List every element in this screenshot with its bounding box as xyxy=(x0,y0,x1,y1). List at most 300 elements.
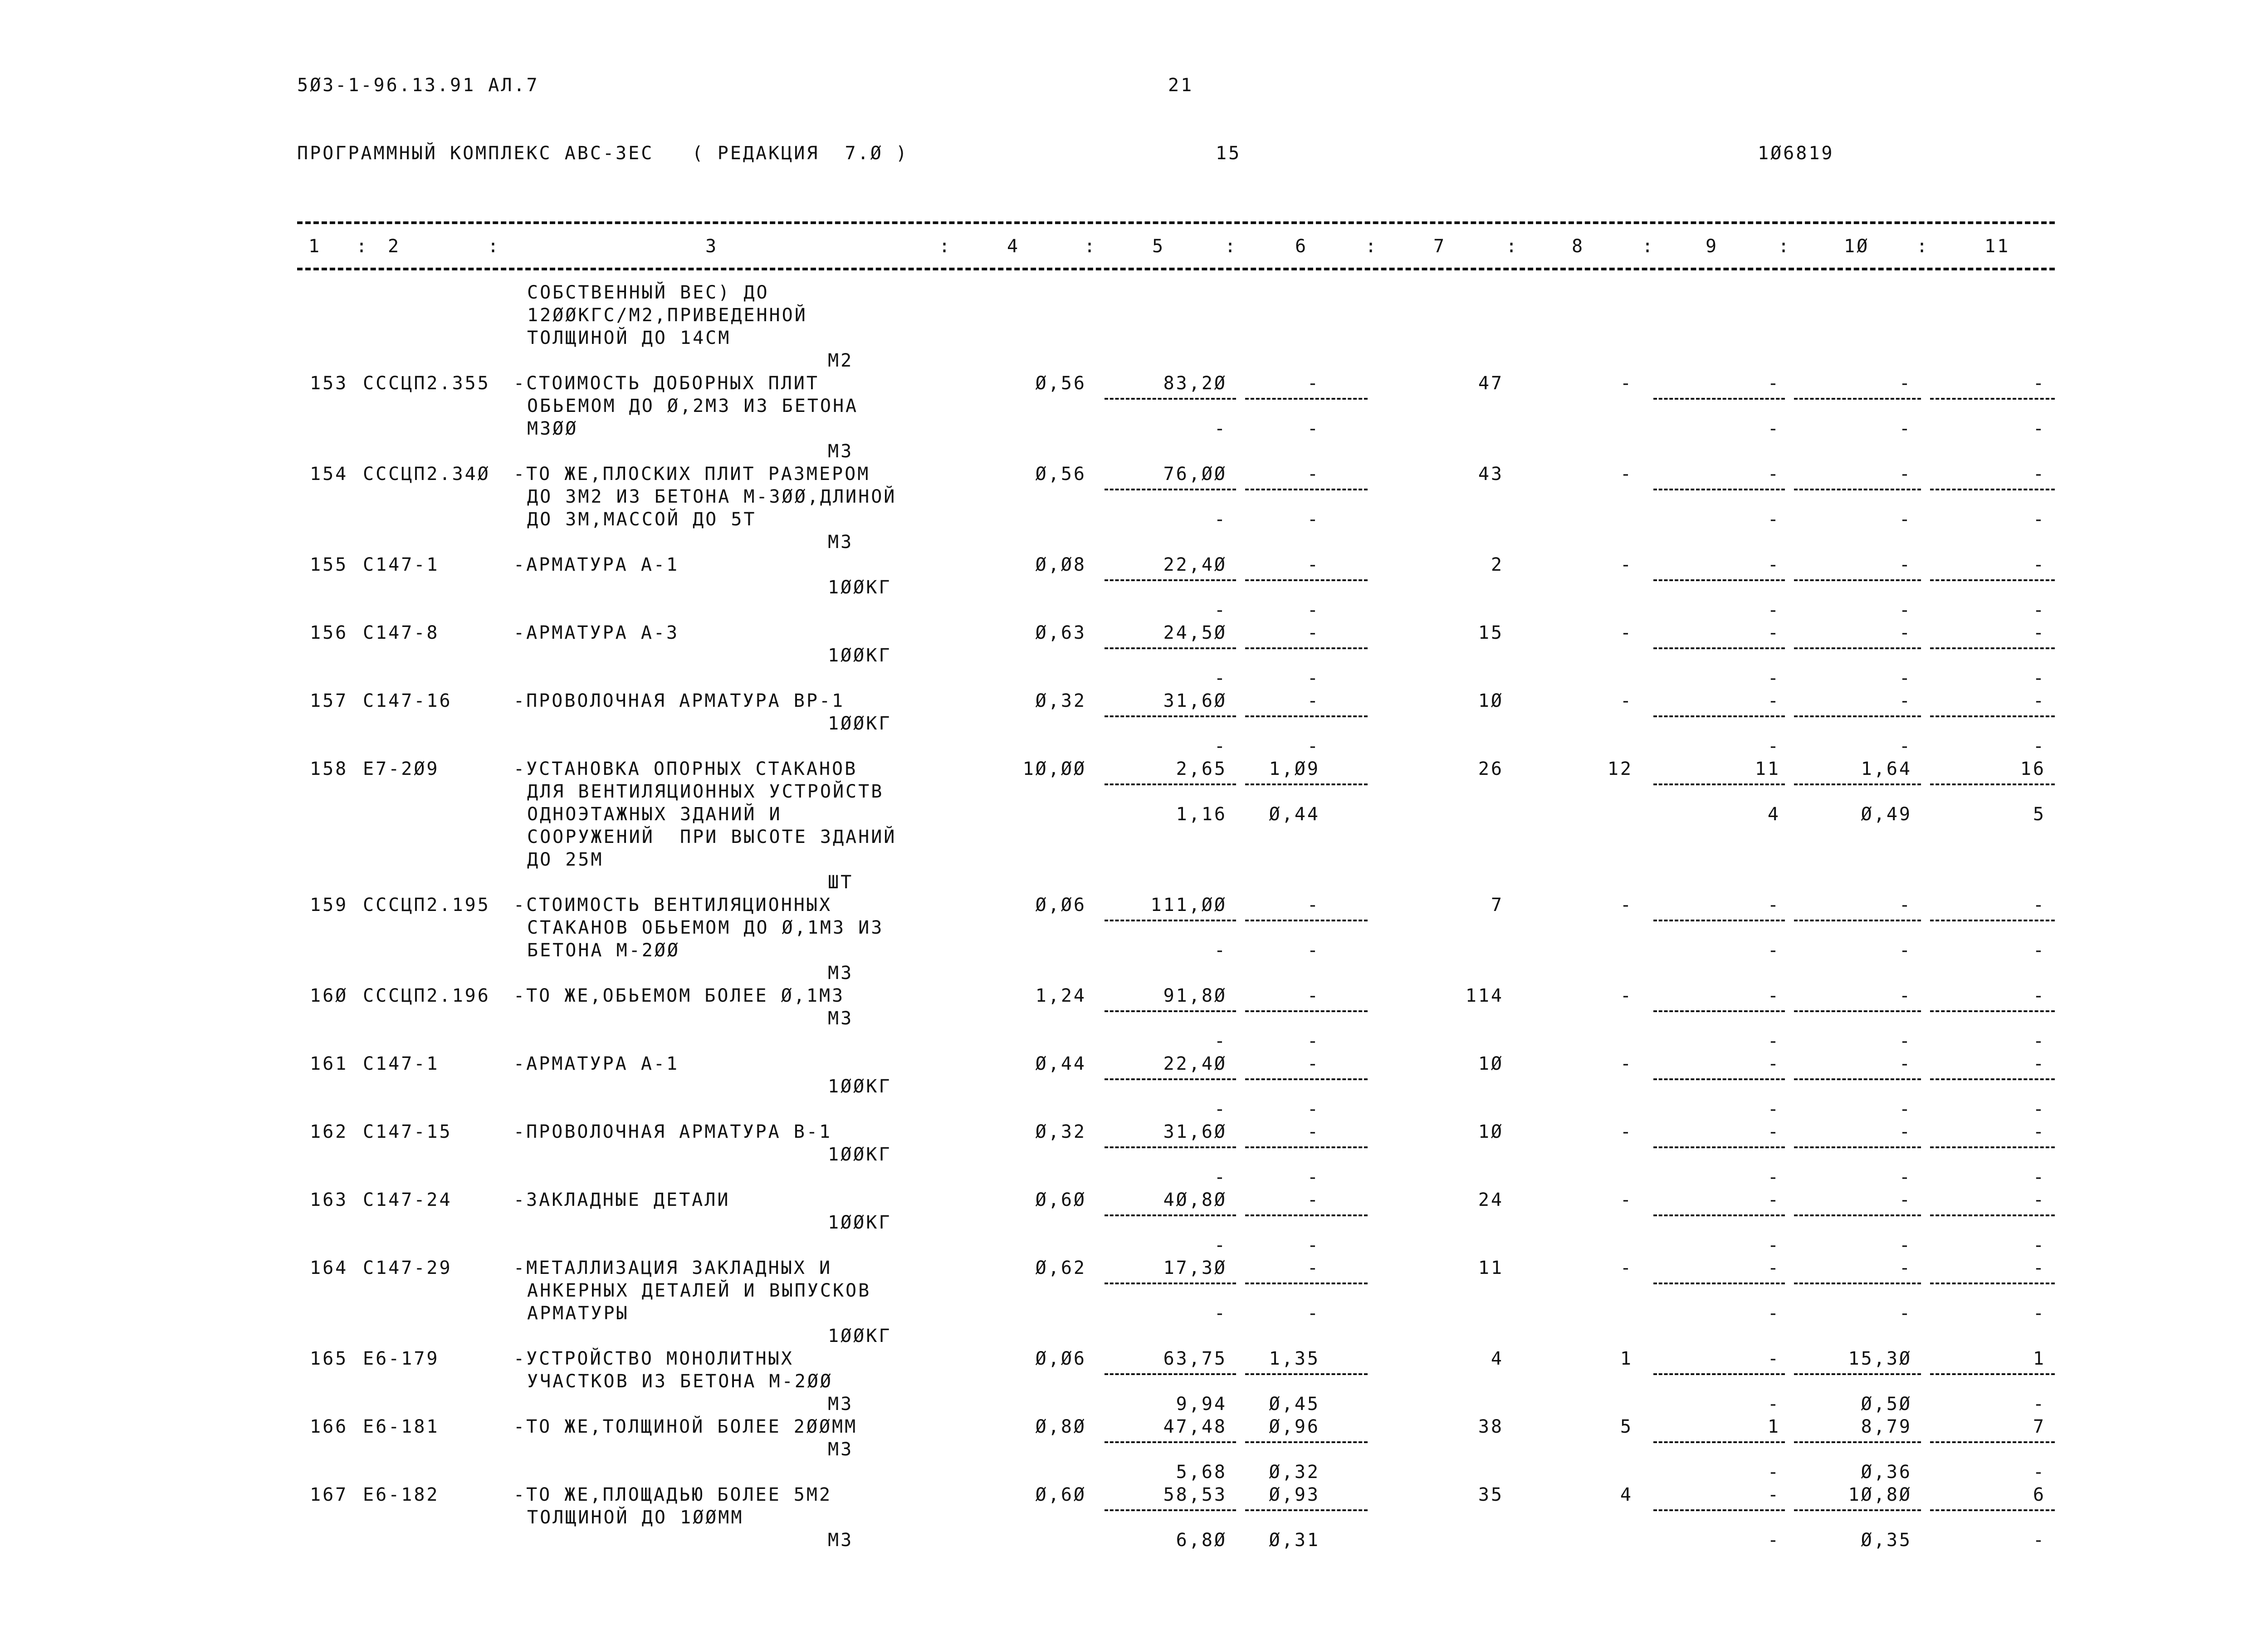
col4-quantity: Ø,32 xyxy=(1035,1121,1086,1142)
col6-value: - xyxy=(1307,554,1320,575)
col7-value: 43 xyxy=(1478,464,1504,485)
subtotal-rule xyxy=(1105,398,1236,400)
col8-value: - xyxy=(1620,1121,1633,1142)
col9-sub-value: - xyxy=(1767,509,1780,530)
subtotal-rule xyxy=(1105,920,1236,921)
subtotal-rule xyxy=(1794,1283,1921,1284)
col7-value: 26 xyxy=(1478,759,1504,779)
col9-value: - xyxy=(1767,1484,1780,1505)
column-separator: : xyxy=(1506,236,1519,257)
subtotal-rule xyxy=(1105,1373,1236,1375)
col11-value: 1 xyxy=(2033,1348,2046,1369)
col10-value: - xyxy=(1899,895,1912,915)
col10-value: - xyxy=(1899,985,1912,1006)
col4-quantity: Ø,56 xyxy=(1035,464,1086,485)
col10-value: - xyxy=(1899,464,1912,485)
subtotal-rule xyxy=(1245,647,1368,649)
column-header-4: 4 xyxy=(1007,236,1020,257)
col6-sub-value: - xyxy=(1307,600,1320,621)
row-number: 161 xyxy=(310,1053,348,1074)
col9-value: - xyxy=(1767,373,1780,394)
subtotal-rule xyxy=(1105,1010,1236,1012)
col11-sub-value: - xyxy=(2033,418,2046,439)
col8-value: 4 xyxy=(1620,1484,1633,1505)
col11-value: - xyxy=(2033,1190,2046,1210)
column-separator: : xyxy=(1916,236,1930,257)
col10-value: 15,3Ø xyxy=(1848,1348,1912,1369)
subtotal-rule xyxy=(1245,1010,1368,1012)
col5-value: 22,4Ø xyxy=(1163,1053,1227,1074)
subtotal-rule xyxy=(1794,783,1921,785)
col6-value: - xyxy=(1307,373,1320,394)
col5-value: 4Ø,8Ø xyxy=(1163,1190,1227,1210)
col8-value: - xyxy=(1620,1053,1633,1074)
col5-sub-value: - xyxy=(1214,1099,1227,1120)
row-description-line: ОБЬЕМОМ ДО Ø,2М3 ИЗ БЕТОНА xyxy=(527,396,859,416)
row-description-line: -МЕТАЛЛИЗАЦИЯ ЗАКЛАДНЫХ И xyxy=(513,1258,832,1278)
column-separator: : xyxy=(1084,236,1097,257)
col5-value: 31,6Ø xyxy=(1163,690,1227,711)
row-description-line: -ТО ЖЕ,ПЛОЩАДЬЮ БОЛЕЕ 5М2 xyxy=(513,1484,832,1505)
col5-sub-value: - xyxy=(1214,1235,1227,1256)
col5-value: 58,53 xyxy=(1163,1484,1227,1505)
col11-sub-value: - xyxy=(2033,509,2046,530)
row-number: 154 xyxy=(310,464,348,485)
col11-sub-value: - xyxy=(2033,736,2046,757)
col11-sub-value: 5 xyxy=(2033,804,2046,825)
row-description-line: ТОЛЩИНОЙ ДО 1ØØММ xyxy=(527,1507,744,1528)
col5-value: 91,8Ø xyxy=(1163,985,1227,1006)
col10-sub-value: - xyxy=(1899,1031,1912,1052)
col6-sub-value: Ø,32 xyxy=(1269,1462,1320,1483)
row-code: СССЦП2.34Ø xyxy=(363,464,490,485)
row-description-line: ДЛЯ ВЕНТИЛЯЦИОННЫХ УСТРОЙСТВ xyxy=(527,781,884,802)
col9-value: - xyxy=(1767,554,1780,575)
col10-sub-value: Ø,49 xyxy=(1861,804,1912,825)
col6-sub-value: - xyxy=(1307,1235,1320,1256)
col9-value: - xyxy=(1767,895,1780,915)
row-unit: М3 xyxy=(828,963,854,984)
col9-sub-value: - xyxy=(1767,1394,1780,1415)
row-number: 167 xyxy=(310,1484,348,1505)
col8-value: - xyxy=(1620,464,1633,485)
col4-quantity: 1Ø,ØØ xyxy=(1022,759,1086,779)
column-header-6: 6 xyxy=(1295,236,1308,257)
subtotal-rule xyxy=(1653,1010,1785,1012)
col9-value: 11 xyxy=(1755,759,1780,779)
subtotal-rule xyxy=(1930,1373,2055,1375)
row-number: 164 xyxy=(310,1258,348,1278)
row-description-line: -АРМАТУРА А-1 xyxy=(513,554,679,575)
row-description-line: СООРУЖЕНИЙ ПРИ ВЫСОТЕ ЗДАНИЙ xyxy=(527,827,897,847)
col5-sub-value: 9,94 xyxy=(1176,1394,1227,1415)
column-header-8: 8 xyxy=(1572,236,1585,257)
col11-sub-value: - xyxy=(2033,1031,2046,1052)
col11-value: - xyxy=(2033,1053,2046,1074)
col6-sub-value: - xyxy=(1307,509,1320,530)
row-number: 166 xyxy=(310,1416,348,1437)
subtotal-rule xyxy=(1245,920,1368,921)
row-description-line: -ЗАКЛАДНЫЕ ДЕТАЛИ xyxy=(513,1190,730,1210)
col9-sub-value: - xyxy=(1767,1530,1780,1551)
subtotal-rule xyxy=(1105,715,1236,717)
col5-sub-value: 6,8Ø xyxy=(1176,1530,1227,1551)
column-header-10: 1Ø xyxy=(1844,236,1870,257)
col7-value: 2 xyxy=(1491,554,1504,575)
col11-value: - xyxy=(2033,622,2046,643)
document-code: 1Ø6819 xyxy=(1758,143,1834,164)
continuation-line: 12ØØКГС/М2,ПРИВЕДЕННОЙ xyxy=(527,305,807,326)
col5-value: 31,6Ø xyxy=(1163,1121,1227,1142)
subtotal-rule xyxy=(1653,1078,1785,1080)
col11-sub-value: - xyxy=(2033,1530,2046,1551)
col9-sub-value: - xyxy=(1767,668,1780,689)
col5-sub-value: 1,16 xyxy=(1176,804,1227,825)
col10-sub-value: - xyxy=(1899,418,1912,439)
col10-sub-value: - xyxy=(1899,1167,1912,1188)
col8-value: 12 xyxy=(1607,759,1633,779)
col4-quantity: Ø,62 xyxy=(1035,1258,1086,1278)
row-description-line: -СТОИМОСТЬ ДОБОРНЫХ ПЛИТ xyxy=(513,373,819,394)
col5-value: 83,2Ø xyxy=(1163,373,1227,394)
col9-sub-value: - xyxy=(1767,1031,1780,1052)
row-description-line: -ПРОВОЛОЧНАЯ АРМАТУРА В-1 xyxy=(513,1121,832,1142)
col11-value: - xyxy=(2033,1258,2046,1278)
subtotal-rule xyxy=(1653,647,1785,649)
row-number: 157 xyxy=(310,690,348,711)
row-unit: 1ØØКГ xyxy=(828,1076,892,1097)
col9-sub-value: - xyxy=(1767,1099,1780,1120)
col5-sub-value: - xyxy=(1214,668,1227,689)
col10-value: 1Ø,8Ø xyxy=(1848,1484,1912,1505)
col6-sub-value: Ø,44 xyxy=(1269,804,1320,825)
col4-quantity: Ø,Ø6 xyxy=(1035,895,1086,915)
row-unit: М3 xyxy=(828,532,854,553)
col5-value: 24,5Ø xyxy=(1163,622,1227,643)
col5-value: 76,ØØ xyxy=(1163,464,1227,485)
continuation-line: СОБСТВЕННЫЙ ВЕС) ДО xyxy=(527,282,769,303)
col10-value: - xyxy=(1899,1258,1912,1278)
col6-sub-value: - xyxy=(1307,1099,1320,1120)
col8-value: - xyxy=(1620,690,1633,711)
col11-sub-value: - xyxy=(2033,1235,2046,1256)
col6-sub-value: Ø,31 xyxy=(1269,1530,1320,1551)
row-description-line: ДО 25М xyxy=(527,849,604,870)
row-description-line: АРМАТУРЫ xyxy=(527,1303,629,1324)
col7-value: 1Ø xyxy=(1478,690,1504,711)
row-code: Е6-181 xyxy=(363,1416,440,1437)
col10-value: - xyxy=(1899,1190,1912,1210)
col9-sub-value: - xyxy=(1767,1235,1780,1256)
column-header-1: 1 xyxy=(308,236,322,257)
subtotal-rule xyxy=(1794,1373,1921,1375)
subtotal-rule xyxy=(1105,1214,1236,1216)
col11-value: - xyxy=(2033,985,2046,1006)
row-number: 155 xyxy=(310,554,348,575)
col5-sub-value: - xyxy=(1214,418,1227,439)
col10-sub-value: - xyxy=(1899,1235,1912,1256)
column-header-11: 11 xyxy=(1984,236,2010,257)
col9-value: - xyxy=(1767,1190,1780,1210)
col5-sub-value: 5,68 xyxy=(1176,1462,1227,1483)
row-description-line: ДО 3М2 ИЗ БЕТОНА М-3ØØ,ДЛИНОЙ xyxy=(527,486,897,507)
col6-value: - xyxy=(1307,985,1320,1006)
col6-value: - xyxy=(1307,895,1320,915)
col6-sub-value: - xyxy=(1307,668,1320,689)
subtotal-rule xyxy=(1105,1078,1236,1080)
table-rule-header-bottom xyxy=(297,268,2055,270)
subtotal-rule xyxy=(1653,783,1785,785)
subtotal-rule xyxy=(1930,783,2055,785)
row-description-line: УЧАСТКОВ ИЗ БЕТОНА М-2ØØ xyxy=(527,1371,833,1392)
row-unit: 1ØØКГ xyxy=(828,1144,892,1165)
row-unit: М3 xyxy=(828,441,854,462)
col11-value: - xyxy=(2033,554,2046,575)
subtotal-rule xyxy=(1245,1078,1368,1080)
row-number: 165 xyxy=(310,1348,348,1369)
column-header-2: 2 xyxy=(388,236,401,257)
col8-value: 5 xyxy=(1620,1416,1633,1437)
col10-sub-value: - xyxy=(1899,668,1912,689)
row-description-line: -СТОИМОСТЬ ВЕНТИЛЯЦИОННЫХ xyxy=(513,895,832,915)
row-description-line: БЕТОНА М-2ØØ xyxy=(527,940,680,961)
row-number: 162 xyxy=(310,1121,348,1142)
col8-value: - xyxy=(1620,373,1633,394)
row-code: Е7-2Ø9 xyxy=(363,759,440,779)
col5-value: 63,75 xyxy=(1163,1348,1227,1369)
col9-value: - xyxy=(1767,1348,1780,1369)
subtotal-rule xyxy=(1794,715,1921,717)
subtotal-rule xyxy=(1930,579,2055,581)
col9-value: - xyxy=(1767,622,1780,643)
subtotal-rule xyxy=(1653,715,1785,717)
col6-sub-value: - xyxy=(1307,940,1320,961)
col6-value: - xyxy=(1307,1053,1320,1074)
row-description-line: -ТО ЖЕ,ТОЛЩИНОЙ БОЛЕЕ 2ØØММ xyxy=(513,1416,858,1437)
row-code: С147-24 xyxy=(363,1190,452,1210)
col6-value: Ø,93 xyxy=(1269,1484,1320,1505)
col6-value: - xyxy=(1307,690,1320,711)
subtotal-rule xyxy=(1245,1146,1368,1148)
subtotal-rule xyxy=(1245,1214,1368,1216)
col11-sub-value: - xyxy=(2033,668,2046,689)
col4-quantity: Ø,32 xyxy=(1035,690,1086,711)
col6-value: - xyxy=(1307,1121,1320,1142)
row-number: 16Ø xyxy=(310,985,348,1006)
col4-quantity: Ø,6Ø xyxy=(1035,1190,1086,1210)
col4-quantity: 1,24 xyxy=(1035,985,1086,1006)
col9-sub-value: 4 xyxy=(1767,804,1780,825)
subtotal-rule xyxy=(1794,1441,1921,1443)
col4-quantity: Ø,44 xyxy=(1035,1053,1086,1074)
row-code: Е6-182 xyxy=(363,1484,440,1505)
col6-value: 1,Ø9 xyxy=(1269,759,1320,779)
col9-sub-value: - xyxy=(1767,940,1780,961)
col7-value: 11 xyxy=(1478,1258,1504,1278)
subtotal-rule xyxy=(1794,1509,1921,1511)
col5-value: 22,4Ø xyxy=(1163,554,1227,575)
subtotal-rule xyxy=(1794,398,1921,400)
col9-sub-value: - xyxy=(1767,600,1780,621)
col7-value: 38 xyxy=(1478,1416,1504,1437)
col11-value: - xyxy=(2033,895,2046,915)
subtotal-rule xyxy=(1930,489,2055,490)
subtotal-rule xyxy=(1930,715,2055,717)
subtotal-rule xyxy=(1794,920,1921,921)
column-header-3: 3 xyxy=(705,236,719,257)
col7-value: 1Ø xyxy=(1478,1121,1504,1142)
column-header-9: 9 xyxy=(1706,236,1719,257)
col10-sub-value: Ø,5Ø xyxy=(1861,1394,1912,1415)
row-code: С147-1 xyxy=(363,554,440,575)
col6-value: - xyxy=(1307,1190,1320,1210)
row-code: С147-1 xyxy=(363,1053,440,1074)
subtotal-rule xyxy=(1653,1214,1785,1216)
subtotal-rule xyxy=(1105,579,1236,581)
col11-value: - xyxy=(2033,373,2046,394)
row-number: 156 xyxy=(310,622,348,643)
col7-value: 35 xyxy=(1478,1484,1504,1505)
col11-value: - xyxy=(2033,690,2046,711)
col10-sub-value: - xyxy=(1899,1303,1912,1324)
col8-value: 1 xyxy=(1620,1348,1633,1369)
subtotal-rule xyxy=(1794,647,1921,649)
column-separator: : xyxy=(488,236,501,257)
subtotal-rule xyxy=(1930,1078,2055,1080)
col11-sub-value: - xyxy=(2033,1099,2046,1120)
col4-quantity: Ø,Ø6 xyxy=(1035,1348,1086,1369)
col6-value: - xyxy=(1307,464,1320,485)
col5-sub-value: - xyxy=(1214,1303,1227,1324)
col10-value: - xyxy=(1899,373,1912,394)
col11-sub-value: - xyxy=(2033,940,2046,961)
col5-sub-value: - xyxy=(1214,1167,1227,1188)
col6-value: - xyxy=(1307,1258,1320,1278)
subtotal-rule xyxy=(1930,920,2055,921)
col11-value: 7 xyxy=(2033,1416,2046,1437)
col5-sub-value: - xyxy=(1214,736,1227,757)
col6-sub-value: Ø,45 xyxy=(1269,1394,1320,1415)
row-code: СССЦП2.355 xyxy=(363,373,490,394)
col6-sub-value: - xyxy=(1307,1031,1320,1052)
col7-value: 114 xyxy=(1465,985,1504,1006)
subtotal-rule xyxy=(1653,398,1785,400)
subtotal-rule xyxy=(1794,1010,1921,1012)
col11-sub-value: - xyxy=(2033,600,2046,621)
row-code: С147-29 xyxy=(363,1258,452,1278)
col11-value: 6 xyxy=(2033,1484,2046,1505)
subtotal-rule xyxy=(1653,1283,1785,1284)
col10-sub-value: Ø,36 xyxy=(1861,1462,1912,1483)
col9-sub-value: - xyxy=(1767,1462,1780,1483)
column-header-5: 5 xyxy=(1152,236,1165,257)
subtotal-rule xyxy=(1794,579,1921,581)
subtotal-rule xyxy=(1794,1146,1921,1148)
subtotal-rule xyxy=(1930,1441,2055,1443)
row-unit: 1ØØКГ xyxy=(828,645,892,666)
subtotal-rule xyxy=(1653,1509,1785,1511)
subtotal-rule xyxy=(1105,1283,1236,1284)
col10-sub-value: - xyxy=(1899,1099,1912,1120)
row-number: 153 xyxy=(310,373,348,394)
col9-sub-value: - xyxy=(1767,418,1780,439)
row-description-line: ДО 3М,МАССОЙ ДО 5Т xyxy=(527,509,757,530)
col4-quantity: Ø,56 xyxy=(1035,373,1086,394)
row-code: СССЦП2.196 xyxy=(363,985,490,1006)
col5-value: 17,3Ø xyxy=(1163,1258,1227,1278)
program-title: ПРОГРАММНЫЙ КОМПЛЕКС АВС-3ЕС ( РЕДАКЦИЯ 7.Ø ) xyxy=(297,143,909,164)
row-code: Е6-179 xyxy=(363,1348,440,1369)
col7-value: 7 xyxy=(1491,895,1504,915)
subtotal-rule xyxy=(1105,1146,1236,1148)
row-description-line: АНКЕРНЫХ ДЕТАЛЕЙ И ВЫПУСКОВ xyxy=(527,1280,871,1301)
row-unit: 1ØØКГ xyxy=(828,577,892,598)
col10-value: 1,64 xyxy=(1861,759,1912,779)
subtotal-rule xyxy=(1245,1283,1368,1284)
subtotal-rule xyxy=(1930,1010,2055,1012)
row-description-line: М3ØØ xyxy=(527,418,578,439)
col10-sub-value: Ø,35 xyxy=(1861,1530,1912,1551)
col10-value: - xyxy=(1899,1053,1912,1074)
col11-sub-value: - xyxy=(2033,1462,2046,1483)
continuation-line: ТОЛЩИНОЙ ДО 14СМ xyxy=(527,328,731,348)
subtotal-rule xyxy=(1930,647,2055,649)
col9-value: - xyxy=(1767,690,1780,711)
col9-value: 1 xyxy=(1767,1416,1780,1437)
row-description-line: -АРМАТУРА А-3 xyxy=(513,622,679,643)
col5-value: 2,65 xyxy=(1176,759,1227,779)
row-number: 158 xyxy=(310,759,348,779)
row-description-line: -ТО ЖЕ,ОБЬЕМОМ БОЛЕЕ Ø,1М3 xyxy=(513,985,845,1006)
subtotal-rule xyxy=(1794,489,1921,490)
col4-quantity: Ø,8Ø xyxy=(1035,1416,1086,1437)
col6-sub-value: - xyxy=(1307,736,1320,757)
subtotal-rule xyxy=(1105,783,1236,785)
row-unit: М3 xyxy=(828,1530,854,1551)
subtotal-rule xyxy=(1245,398,1368,400)
col11-value: - xyxy=(2033,464,2046,485)
column-separator: : xyxy=(1365,236,1378,257)
row-description-line: -АРМАТУРА А-1 xyxy=(513,1053,679,1074)
col8-value: - xyxy=(1620,1258,1633,1278)
col10-sub-value: - xyxy=(1899,736,1912,757)
col6-sub-value: - xyxy=(1307,1167,1320,1188)
row-code: С147-15 xyxy=(363,1121,452,1142)
col6-value: 1,35 xyxy=(1269,1348,1320,1369)
col8-value: - xyxy=(1620,985,1633,1006)
col9-sub-value: - xyxy=(1767,736,1780,757)
col9-value: - xyxy=(1767,1258,1780,1278)
subtotal-rule xyxy=(1653,1373,1785,1375)
row-description-line: СТАКАНОВ ОБЬЕМОМ ДО Ø,1М3 ИЗ xyxy=(527,917,884,938)
subtotal-rule xyxy=(1930,1146,2055,1148)
subtotal-rule xyxy=(1930,1509,2055,1511)
row-unit: М3 xyxy=(828,1008,854,1029)
subtotal-rule xyxy=(1930,1214,2055,1216)
col10-value: 8,79 xyxy=(1861,1416,1912,1437)
row-code: СССЦП2.195 xyxy=(363,895,490,915)
column-separator: : xyxy=(1642,236,1655,257)
row-unit: 1ØØКГ xyxy=(828,1212,892,1233)
subtotal-rule xyxy=(1794,1078,1921,1080)
subtotal-rule xyxy=(1245,1441,1368,1443)
col11-value: 16 xyxy=(2020,759,2046,779)
col5-sub-value: - xyxy=(1214,509,1227,530)
col6-value: Ø,96 xyxy=(1269,1416,1320,1437)
row-code: С147-8 xyxy=(363,622,440,643)
col9-value: - xyxy=(1767,1121,1780,1142)
subtotal-rule xyxy=(1653,1441,1785,1443)
